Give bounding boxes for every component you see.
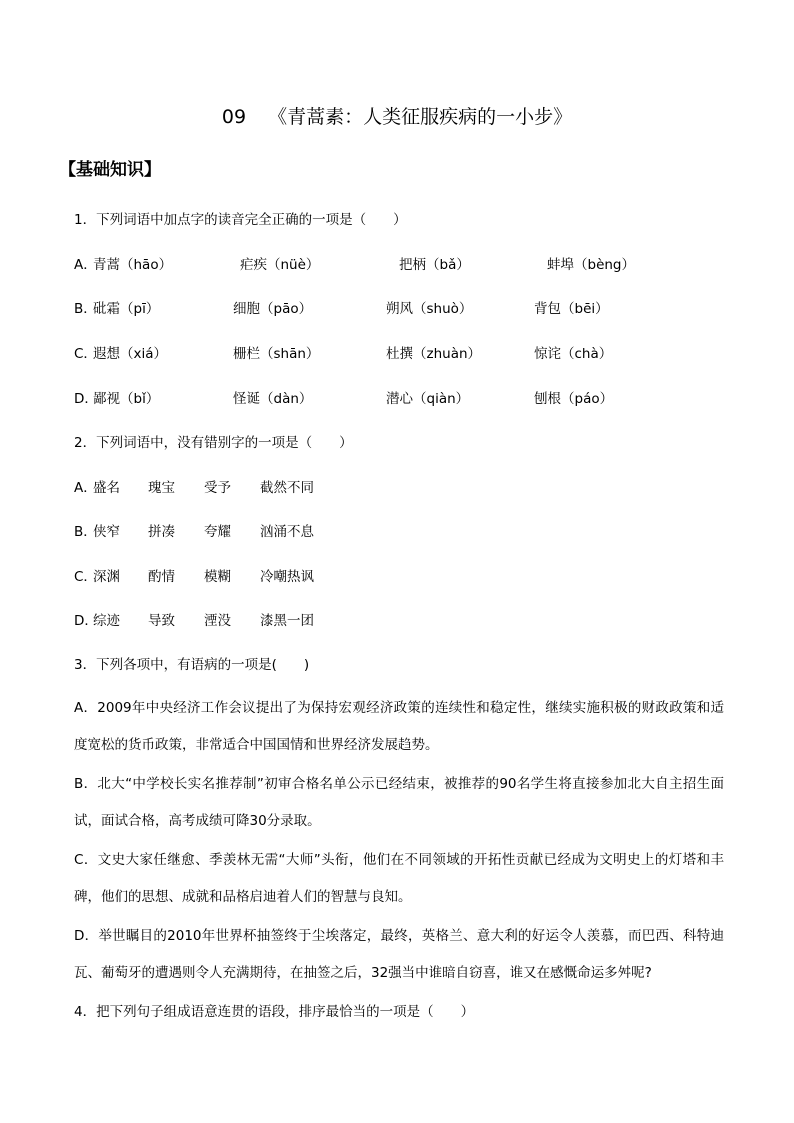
option-letter: C． bbox=[74, 569, 97, 585]
option-item: 刨根（páo） bbox=[534, 391, 614, 407]
option-item: 漆黑一团 bbox=[260, 613, 314, 629]
option-item: 瑰宝 bbox=[148, 480, 175, 496]
document-title bbox=[0, 104, 794, 130]
option-item: 盛名 bbox=[93, 480, 120, 496]
question-3-option-c: C．文史大家任继愈、季羡林无需“大师”头衔，他们在不同领域的开拓性贡献已经成为文明史上的灯塔和丰碑，他们的思想、成就和品格启迪着人们的智慧与良知。 bbox=[74, 852, 724, 905]
option-item: 遐想（xiá） bbox=[93, 346, 168, 362]
option-item: 受予 bbox=[204, 480, 231, 496]
section-heading: 【基础知识】 bbox=[59, 160, 161, 180]
question-2-stem: 2．下列词语中，没有错别字的一项是（ ） bbox=[74, 435, 353, 451]
option-letter: B． bbox=[74, 524, 97, 540]
option-item: 背包（bēi） bbox=[534, 301, 609, 317]
lesson-number: 09 bbox=[221, 106, 247, 128]
option-item: 怪诞（dàn） bbox=[233, 391, 313, 407]
option-item: 青蒿（hāo） bbox=[93, 257, 173, 273]
option-item: 汹涌不息 bbox=[260, 524, 314, 540]
question-4-stem: 4．把下列句子组成语意连贯的语段，排序最恰当的一项是（ ） bbox=[74, 1004, 475, 1020]
option-item: 疟疾（nüè） bbox=[240, 257, 320, 273]
question-3-stem: 3．下列各项中，有语病的一项是( ) bbox=[74, 657, 310, 673]
question-3-option-a: A．2009年中央经济工作会议提出了为保持宏观经济政策的连续性和稳定性，继续实施积极的财政政策和适度宽松的货币政策，非常适合中国国情和世界经济发展趋势。 bbox=[74, 700, 724, 753]
option-item: 细胞（pāo） bbox=[233, 301, 313, 317]
option-letter: D． bbox=[74, 391, 98, 407]
option-item: 模糊 bbox=[204, 569, 231, 585]
option-item: 综迹 bbox=[93, 613, 120, 629]
option-item: 侠窄 bbox=[93, 524, 120, 540]
option-item: 把柄（bǎ） bbox=[399, 257, 470, 273]
option-item: 栅栏（shān） bbox=[233, 346, 320, 362]
option-item: 截然不同 bbox=[260, 480, 314, 496]
question-3-option-b: B．北大“中学校长实名推荐制”初审合格名单公示已经结束，被推荐的90名学生将直接参加北大自主招生面试，面试合格，高考成绩可降30分录取。 bbox=[74, 776, 724, 829]
lesson-title: 《青蒿素：人类征服疾病的一小步》 bbox=[268, 106, 573, 128]
option-item: 夸耀 bbox=[204, 524, 231, 540]
option-letter: D． bbox=[74, 613, 98, 629]
option-item: 湮没 bbox=[204, 613, 231, 629]
option-item: 酌情 bbox=[148, 569, 175, 585]
option-item: 导致 bbox=[148, 613, 175, 629]
option-letter: A． bbox=[74, 480, 97, 496]
option-item: 拼凑 bbox=[148, 524, 175, 540]
option-item: 朔风（shuò） bbox=[386, 301, 473, 317]
option-item: 鄙视（bǐ） bbox=[93, 391, 160, 407]
option-item: 惊诧（chà） bbox=[534, 346, 613, 362]
option-item: 砒霜（pī） bbox=[93, 301, 160, 317]
option-letter: C． bbox=[74, 346, 97, 362]
option-item: 杜撰（zhuàn） bbox=[386, 346, 482, 362]
option-item: 冷嘲热讽 bbox=[260, 569, 314, 585]
question-1-stem: 1．下列词语中加点字的读音完全正确的一项是（ ） bbox=[74, 212, 407, 228]
option-letter: A． bbox=[74, 257, 97, 273]
option-item: 蚌埠（bèng） bbox=[547, 257, 636, 273]
option-item: 深渊 bbox=[93, 569, 120, 585]
option-item: 潜心（qiàn） bbox=[386, 391, 470, 407]
question-3-option-d: D．举世瞩目的2010年世界杯抽签终于尘埃落定，最终，英格兰、意大利的好运令人羡慕，而巴西、科特迪瓦、葡萄牙的遭遇则令人充满期待，在抽签之后，32强当中谁暗自窃喜，谁又在感慨命运多舛呢? bbox=[74, 928, 724, 981]
option-letter: B． bbox=[74, 301, 97, 317]
